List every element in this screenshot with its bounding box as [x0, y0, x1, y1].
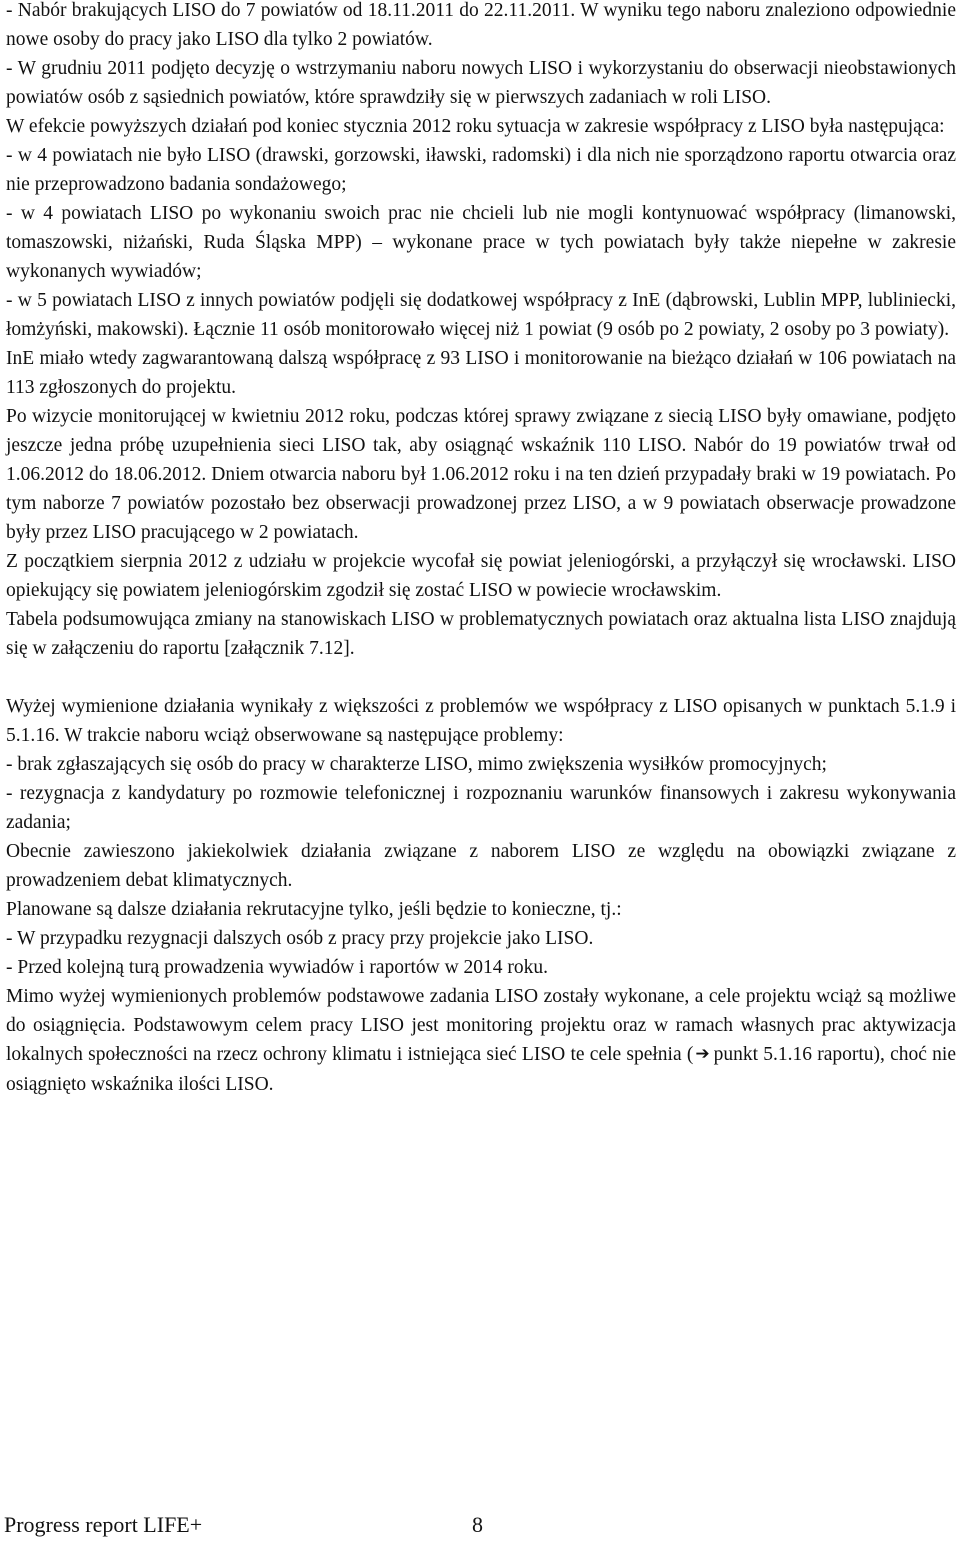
- page-number: 8: [472, 1512, 483, 1537]
- paragraph-podsumowanie: [6, 982, 956, 1099]
- paragraph-nabor-brakujacych: - Nabór brakujących LISO do 7 powiatów od 18.11.2011 do 22.11.2011. W wyniku tego naboru znaleziono odpowiednie nowe osoby do pracy jako LISO dla tylko 2 powiatów.: [6, 0, 956, 50]
- paragraph-zawieszenie: Obecnie zawieszono jakiekolwiek działania związane z naborem LISO ze względu na obowiązki związane z prowadzeniem debat klimatycznych.: [6, 841, 956, 891]
- paragraph-4-powiaty-rezygnacja: - w 4 powiatach LISO po wykonaniu swoich prac nie chcieli lub nie mogli kontynuować współpracy (limanowski, tomaszowski, niżański, Ruda Śląska MPP) – wykonane prace w tych powiatach były także niepełne w zakresie wykonanych wywiadów;: [6, 203, 956, 282]
- paragraph-problemy-intro: Wyżej wymienione działania wynikały z większości z problemów we współpracy z LISO opisanych w punktach 5.1.9 i 5.1.16. W trakcie naboru wciąż obserwowane są następujące problemy:: [6, 696, 956, 746]
- arrow-right-icon: ➔: [695, 1044, 710, 1064]
- paragraph-tabela-podsumowujaca: Tabela podsumowująca zmiany na stanowiskach LISO w problematycznych powiatach oraz aktualna lista LISO znajdują się w załączeniu do raportu [załącznik 7.12].: [6, 609, 956, 659]
- paragraph-podsumowanie-part-2: punkt 5.1.16 raportu), choć nie osiągnięto wskaźnika ilości LISO.: [6, 1044, 956, 1095]
- paragraph-grudzien-2011: - W grudniu 2011 podjęto decyzję o wstrzymaniu naboru nowych LISO i wykorzystaniu do obserwacji nieobstawionych powiatów osób z sąsiednich powiatów, które sprawdziły się w pierwszych zadaniach w roli LISO.: [6, 58, 956, 108]
- paragraph-planowane-dzialania: Planowane są dalsze działania rekrutacyjne tylko, jeśli będzie to konieczne, tj.:: [6, 899, 622, 920]
- paragraph-sierpien-2012: Z początkiem sierpnia 2012 z udziału w projekcie wycofał się powiat jeleniogórski, a przyłączył się wrocławski. LISO opiekujący się powiatem jeleniogórskim zgodził się zostać LISO w powiecie wrocławskim.: [6, 551, 956, 601]
- footer-label: Progress report LIFE+: [4, 1512, 203, 1537]
- paragraph-kolejna-tura: - Przed kolejną turą prowadzenia wywiadów i raportów w 2014 roku.: [6, 957, 549, 978]
- paragraph-rezygnacja-dalszych: - W przypadku rezygnacji dalszych osób z pracy przy projekcie jako LISO.: [6, 928, 594, 949]
- paragraph-wizyta-monitorujaca: Po wizycie monitorującej w kwietniu 2012 roku, podczas której sprawy związane z siecią LISO były omawiane, podjęto jeszcze jedna próbę uzupełnienia sieci LISO tak, aby osiągnąć wskaźnik 110 LISO. Nabór do 19 powiatów trwał od 1.06.2012 do 18.06.2012. Dniem otwarcia naboru był 1.06.2012 roku i na ten dzień przypadały braki w 19 powiatach. Po tym naborze 7 powiatów pozostało bez obserwacji prowadzonej przez LISO, a w 9 powiatach obserwacje prowadzone były przez LISO pracującego w 2 powiatach.: [6, 406, 956, 543]
- paragraph-4-powiaty-bez-liso: - w 4 powiatach nie było LISO (drawski, gorzowski, iławski, radomski) i dla nich nie sporządzono raportu otwarcia oraz nie przeprowadzono badania sondażowego;: [6, 145, 956, 195]
- paragraph-efekt-dzialan: W efekcie powyższych działań pod koniec stycznia 2012 roku sytuacja w zakresie współpracy z LISO była następująca:: [6, 116, 945, 137]
- document-page: [6, 0, 956, 1099]
- paragraph-problem-brak-zgloszen: - brak zgłaszających się osób do pracy w charakterze LISO, mimo zwiększenia wysiłków promocyjnych;: [6, 754, 827, 775]
- paragraph-problem-rezygnacja: - rezygnacja z kandydatury po rozmowie telefonicznej i rozpoznaniu warunków finansowych i zakresu wykonywania zadania;: [6, 783, 956, 833]
- paragraph-gap: [6, 663, 956, 692]
- paragraph-wspolpraca-93-liso: InE miało wtedy zagwarantowaną dalszą współpracę z 93 LISO i monitorowanie na bieżąco działań w 106 powiatach na 113 zgłoszonych do projektu.: [6, 348, 956, 398]
- paragraph-podsumowanie-part-1: Mimo wyżej wymienionych problemów podstawowe zadania LISO zostały wykonane, a cele projektu wciąż są możliwe do osiągnięcia. Podstawowym celem pracy LISO jest monitoring projektu oraz w ramach własnych prac aktywizacja lokalnych społeczności na rzecz ochrony klimatu i istniejąca sieć LISO te cele spełnia (: [6, 986, 956, 1065]
- page-footer: [4, 1512, 483, 1538]
- paragraph-5-powiatow-dodatkowe: - w 5 powiatach LISO z innych powiatów podjęli się dodatkowej współpracy z InE (dąbrowski, Lublin MPP, lubliniecki, łomżyński, makowski). Łącznie 11 osób monitorowało więcej niż 1 powiat (9 osób po 2 powiaty, 2 osoby po 3 powiaty).: [6, 290, 956, 340]
